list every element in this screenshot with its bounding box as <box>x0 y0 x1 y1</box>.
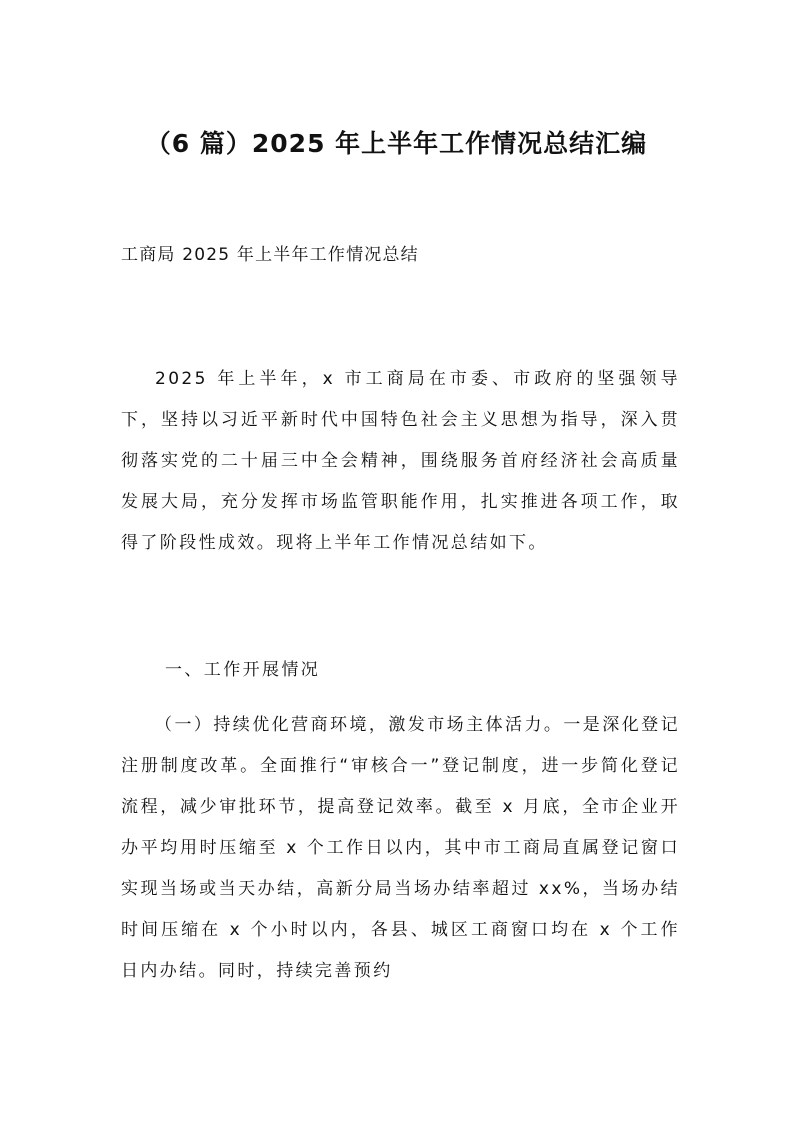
section-heading: 一、工作开展情况 <box>165 660 321 680</box>
intro-paragraph: 2025 年上半年，x 市工商局在市委、市政府的坚强领导下，坚持以习近平新时代中国特色社会主义思想为指导，深入贯彻落实党的二十届三中全会精神，围绕服务首府经济社会高质量发展大局，充分发挥市场监管职能作用，扎实推进各项工作，取得了阶段性成效。现将上半年工作情况总结如下。 <box>121 369 680 553</box>
section-paragraph: （一）持续优化营商环境，激发市场主体活力。一是深化登记注册制度改革。全面推行“审核合一”登记制度，进一步简化登记流程，减少审批环节，提高登记效率。截至 x 月底，全市企业开办平均用时压缩至 x 个工作日以内，其中市工商局直属登记窗口实现当场或当天办结，高新分局当场办结率超过 xx%，当场办结时间压缩在 x 个小时以内，各县、城区工商窗口均在 x 个工作日内办结。同时，持续完善预约 <box>121 715 680 981</box>
document-title: （6 篇）2025 年上半年工作情况总结汇编 <box>145 129 648 158</box>
document-subtitle: 工商局 2025 年上半年工作情况总结 <box>121 245 419 265</box>
